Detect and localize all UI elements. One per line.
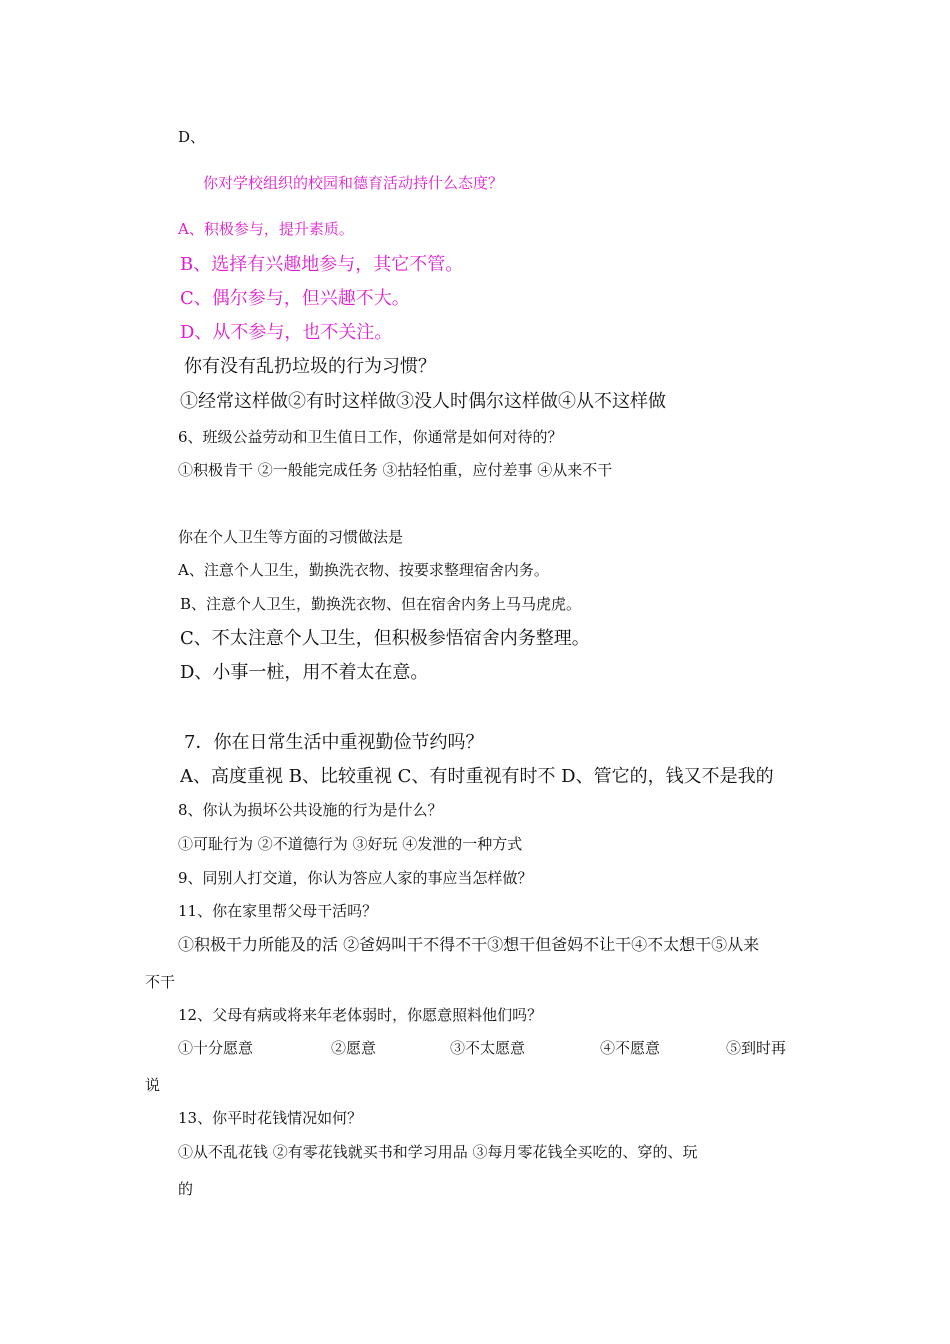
question-11: 11、你在家里帮父母干活吗？ [178, 902, 378, 920]
options-7: A、高度重视 B、比较重视 C、有时重视有时不 D、管它的，钱又不是我的 [180, 766, 774, 787]
option-d-empty: D、 [178, 128, 206, 146]
options-littering: ①经常这样做②有时这样做③没人时偶尔这样做④从不这样做 [180, 391, 666, 412]
option-12-5-continued: 说 [145, 1076, 161, 1094]
question-12: 12、父母有病或将来年老体弱时，你愿意照料他们吗？ [178, 1006, 543, 1024]
option-b-activities: B、选择有兴趣地参与，其它不管。 [180, 254, 464, 275]
option-12-3: ③不太愿意 [450, 1039, 526, 1057]
question-hygiene: 你在个人卫生等方面的习惯做法是 [178, 528, 404, 546]
question-8: 8、你认为损坏公共设施的行为是什么？ [178, 801, 443, 819]
question-9: 9、同别人打交道，你认为答应人家的事应当怎样做？ [178, 869, 533, 887]
option-12-1: ①十分愿意 [178, 1039, 254, 1057]
options-11: ①积极干力所能及的活 ②爸妈叫干不得不干③想干但爸妈不让干④不太想干⑤从来 [178, 935, 760, 954]
option-a-hygiene: A、注意个人卫生，勤换洗衣物、按要求整理宿舍内务。 [178, 561, 549, 579]
option-b-hygiene: B、注意个人卫生，勤换洗衣物、但在宿舍内务上马马虎虎。 [180, 595, 582, 613]
option-12-4: ④不愿意 [600, 1039, 661, 1057]
option-d-hygiene: D、小事一桩，用不着太在意。 [180, 662, 429, 683]
question-7: 7．你在日常生活中重视勤俭节约吗？ [184, 732, 484, 753]
options-13: ①从不乱花钱 ②有零花钱就买书和学习用品 ③每月零花钱全买吃的、穿的、玩 [178, 1143, 698, 1161]
option-d-activities: D、从不参与，也不关注。 [180, 322, 393, 343]
question-6: 6、班级公益劳动和卫生值日工作，你通常是如何对待的？ [178, 428, 563, 446]
option-12-5: ⑤到时再 [726, 1039, 787, 1057]
option-c-hygiene: C、不太注意个人卫生，但积极参悟宿舍内务整理。 [180, 628, 590, 649]
options-8: ①可耻行为 ②不道德行为 ③好玩 ④发泄的一种方式 [178, 835, 523, 853]
options-13-continued: 的 [178, 1180, 194, 1198]
option-c-activities: C、偶尔参与，但兴趣不大。 [180, 288, 410, 309]
option-a-activities: A、积极参与，提升素质。 [178, 220, 354, 238]
question-13: 13、你平时花钱情况如何？ [178, 1109, 363, 1127]
question-littering: 你有没有乱扔垃圾的行为习惯？ [184, 356, 436, 377]
option-12-2: ②愿意 [331, 1039, 377, 1057]
question-campus-activities: 你对学校组织的校园和德育活动持什么态度？ [203, 174, 504, 192]
options-6: ①积极肯干 ②一般能完成任务 ③拈轻怕重，应付差事 ④从来不干 [178, 461, 613, 479]
options-11-continued: 不干 [145, 973, 176, 991]
